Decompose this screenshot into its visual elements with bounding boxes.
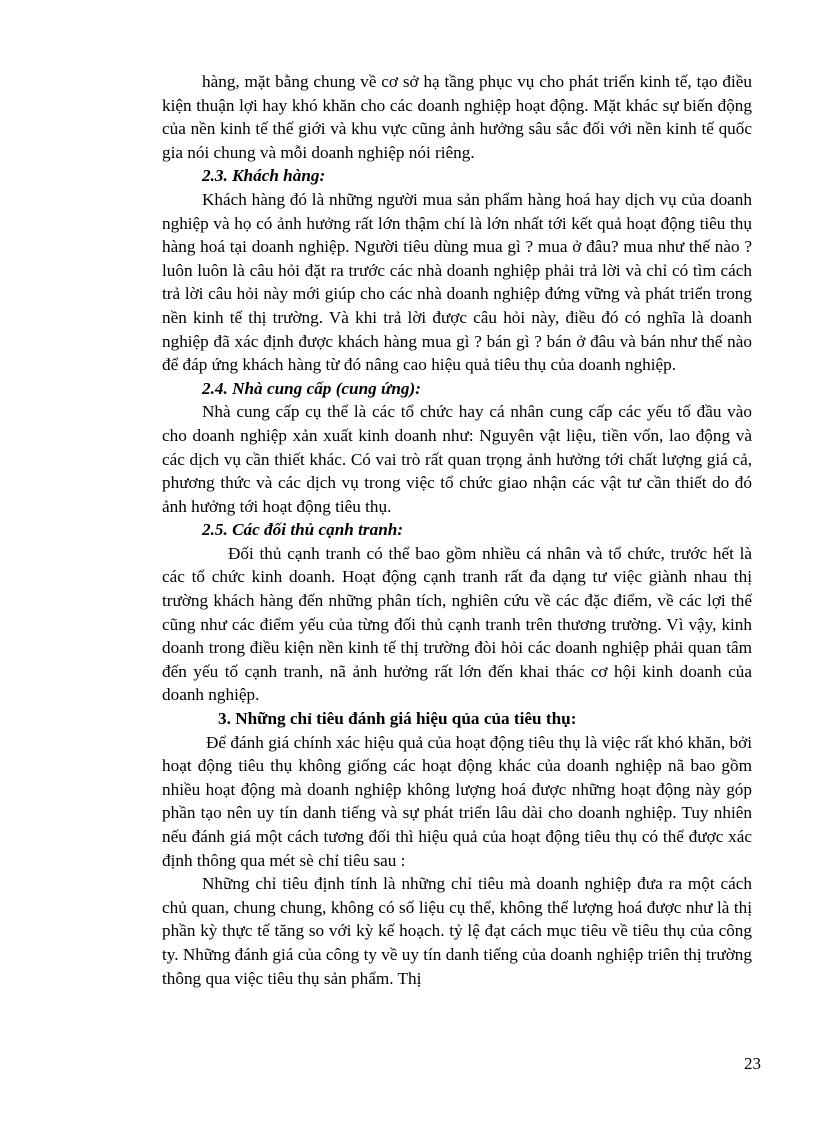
body-text [162,70,752,990]
paragraph-2-5: Đối thủ cạnh tranh có thể bao gồm nhiều cá nhân và tổ chức, trước hết là các tổ chức kinh doanh. Hoạt động cạnh tranh rất đa dạng tư việc giành nhau thị trường khách hàng đến những phân tích, nghiên cứu về các đặc điểm, về các lợi thế cũng như các điểm yếu của từng đối thủ cạnh tranh trên thương trường. Vì vậy, kinh doanh trong điều kiện nền kinh tế thị trường đòi hỏi các doanh nghiệp phải quan tâm đến yếu tố cạnh tranh, nã ảnh hưởng rất lớn đến khai thác cơ hội kinh doanh của doanh nghiệp. [162,543,752,705]
heading-2-4: 2.4. Nhà cung cấp (cung ứng): [202,378,421,398]
paragraph-qualitative: Những chỉ tiêu định tính là những chỉ tiêu mà doanh nghiệp đưa ra một cách chủ quan, chung chung, không có số liệu cụ thể, không thể lượng hoá được như là thị phần kỳ thực tế tăng so với kỳ kế hoạch. tỷ lệ đạt cách mục tiêu về tiêu thụ của công ty. Những đánh giá của công ty về uy tín danh tiếng của doanh nghiệp triên thị trường thông qua việc tiêu thụ sản phẩm. Thị [162,874,752,988]
paragraph-3: Để đánh giá chính xác hiệu quả của hoạt động tiêu thụ là việc rất khó khăn, bởi hoạt động tiêu thụ không giống các hoạt động khác của doanh nghiệp nã bao gồm nhiều hoạt động mà doanh nghiệp không lượng hoá được những hoạt động này góp phần tạo nên uy tín danh tiếng và sự phát triển lâu dài cho doanh nghiệp. Tuy nhiên nếu đánh giá một cách tương đối thì hiệu quả của hoạt động tiêu thụ có thể được xác định thông qua mét sè chỉ tiêu sau : [162,732,752,870]
paragraph-2-3: Khách hàng đó là những người mua sản phẩm hàng hoá hay dịch vụ của doanh nghiệp và họ có ảnh hưởng rất lớn thậm chí là lớn nhất tới kết quả hoạt động tiêu thụ hàng hoá tại doanh nghiệp. Người tiêu dùng mua gì ? mua ở đâu? mua như thế nào ? luôn luôn là câu hỏi đặt ra trước các nhà doanh nghiệp phải trả lời và chỉ có tìm cách trả lời câu hỏi này mới giúp cho các nhà doanh nghiệp đứng vững và phát triển trong nền kinh tế thị trường. Và khi trả lời được câu hỏi này, điều đó có nghĩa là doanh nghiệp đã xác định được khách hàng mua gì ? bán gì ? bán ở đâu và bán như thế nào để đáp ứng khách hàng từ đó nâng cao hiệu quả tiêu thụ của doanh nghiệp. [162,189,752,375]
paragraph-intro: hàng, mặt bằng chung về cơ sở hạ tầng phục vụ cho phát triển kinh tế, tạo điều kiện thuận lợi hay khó khăn cho các doanh nghiệp hoạt động. Mặt khác sự biến động của nền kinh tế thế giới và khu vực cũng ảnh hưởng sâu sắc đối với nền kinh tế quốc gia nói chung và mỗi doanh nghiệp nói riêng. [162,72,752,162]
heading-2-3: 2.3. Khách hàng: [202,166,326,186]
heading-2-5: 2.5. Các đối thủ cạnh tranh: [202,520,404,540]
page-number: 23 [744,1054,761,1073]
paragraph-2-4: Nhà cung cấp cụ thể là các tổ chức hay cá nhân cung cấp các yếu tố đầu vào cho doanh nghiệp xản xuất kinh doanh như: Nguyên vật liệu, tiền vốn, lao động và các dịch vụ cần thiết khác. Có vai trò rất quan trọng ảnh hưởng tới chất lượng giá cả, phương thức và các dịch vụ trong việc tổ chức giao nhận các vật tư cần thiết do đó ảnh hưởng tới hoạt động tiêu thụ. [162,402,752,516]
heading-3: 3. Những chỉ tiêu đánh giá hiệu qủa của tiêu thụ: [218,709,577,729]
